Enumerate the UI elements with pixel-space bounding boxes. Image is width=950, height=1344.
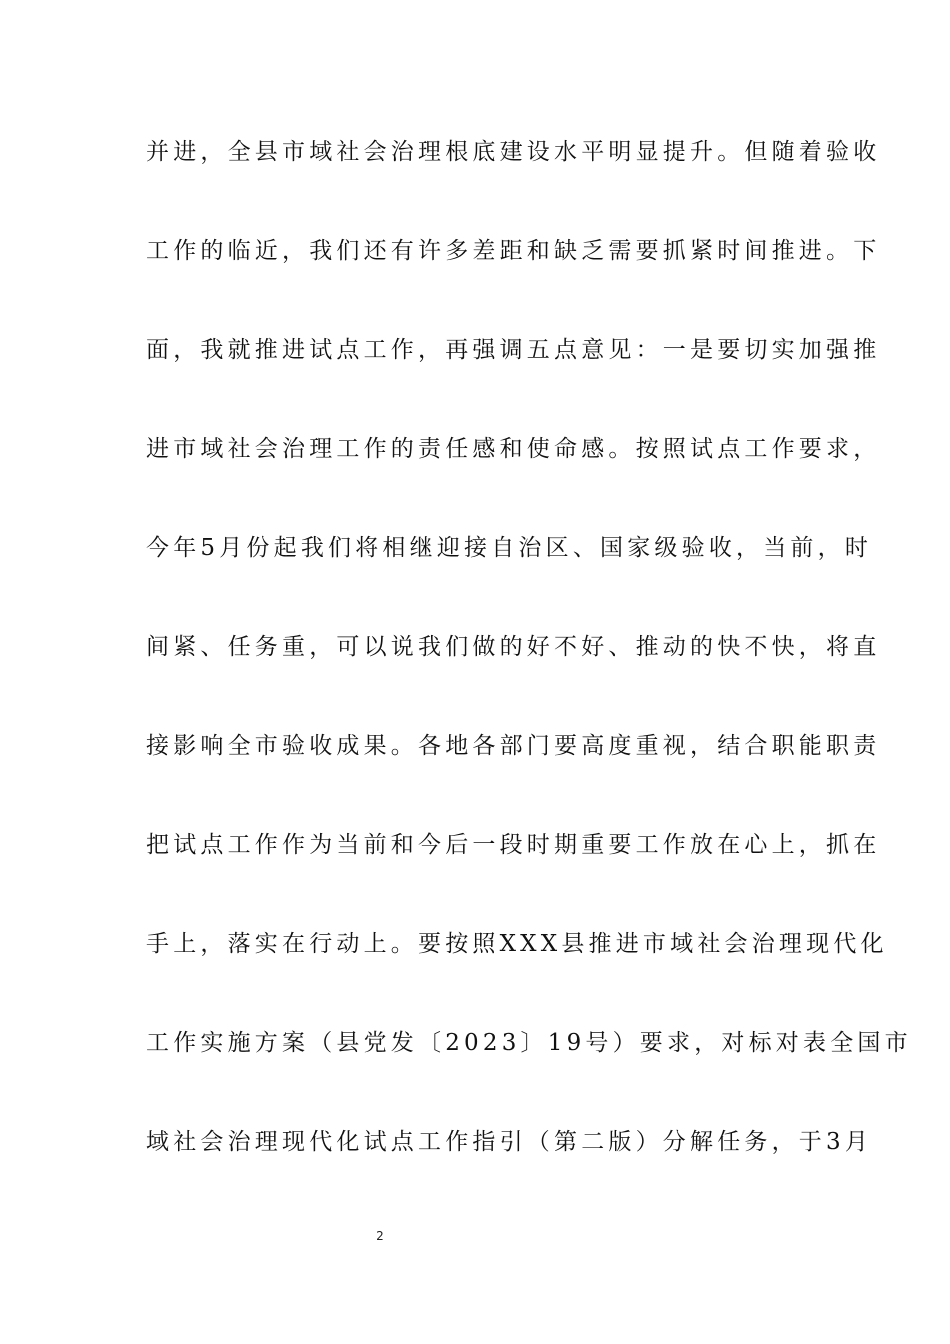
text-line: 并进，全县市域社会治理根底建设水平明显提升。但随着验收: [146, 139, 881, 165]
text-line: 面，我就推进试点工作，再强调五点意见：一是要切实加强推: [146, 337, 881, 363]
text-line: 间紧、任务重，可以说我们做的好不好、推动的快不快，将直: [146, 634, 881, 660]
text-line: 把试点工作作为当前和今后一段时期重要工作放在心上，抓在: [146, 832, 881, 858]
text-line: 域社会治理现代化试点工作指引（第二版）分解任务，于3月: [146, 1129, 873, 1155]
text-line: 接影响全市验收成果。各地各部门要高度重视，结合职能职责: [146, 733, 881, 759]
text-line: 手上，落实在行动上。要按照XXX县推进市域社会治理现代化: [146, 931, 888, 957]
text-line: 工作实施方案（县党发〔2023〕19号）要求，对标对表全国市: [146, 1030, 912, 1056]
body-text: [146, 128, 912, 1217]
page-number: 2: [376, 1229, 384, 1243]
text-line: 今年5月份起我们将相继迎接自治区、国家级验收，当前，时: [146, 535, 873, 561]
text-line: 工作的临近，我们还有许多差距和缺乏需要抓紧时间推进。下: [146, 238, 881, 264]
text-line: 进市域社会治理工作的责任感和使命感。按照试点工作要求，: [146, 436, 881, 462]
